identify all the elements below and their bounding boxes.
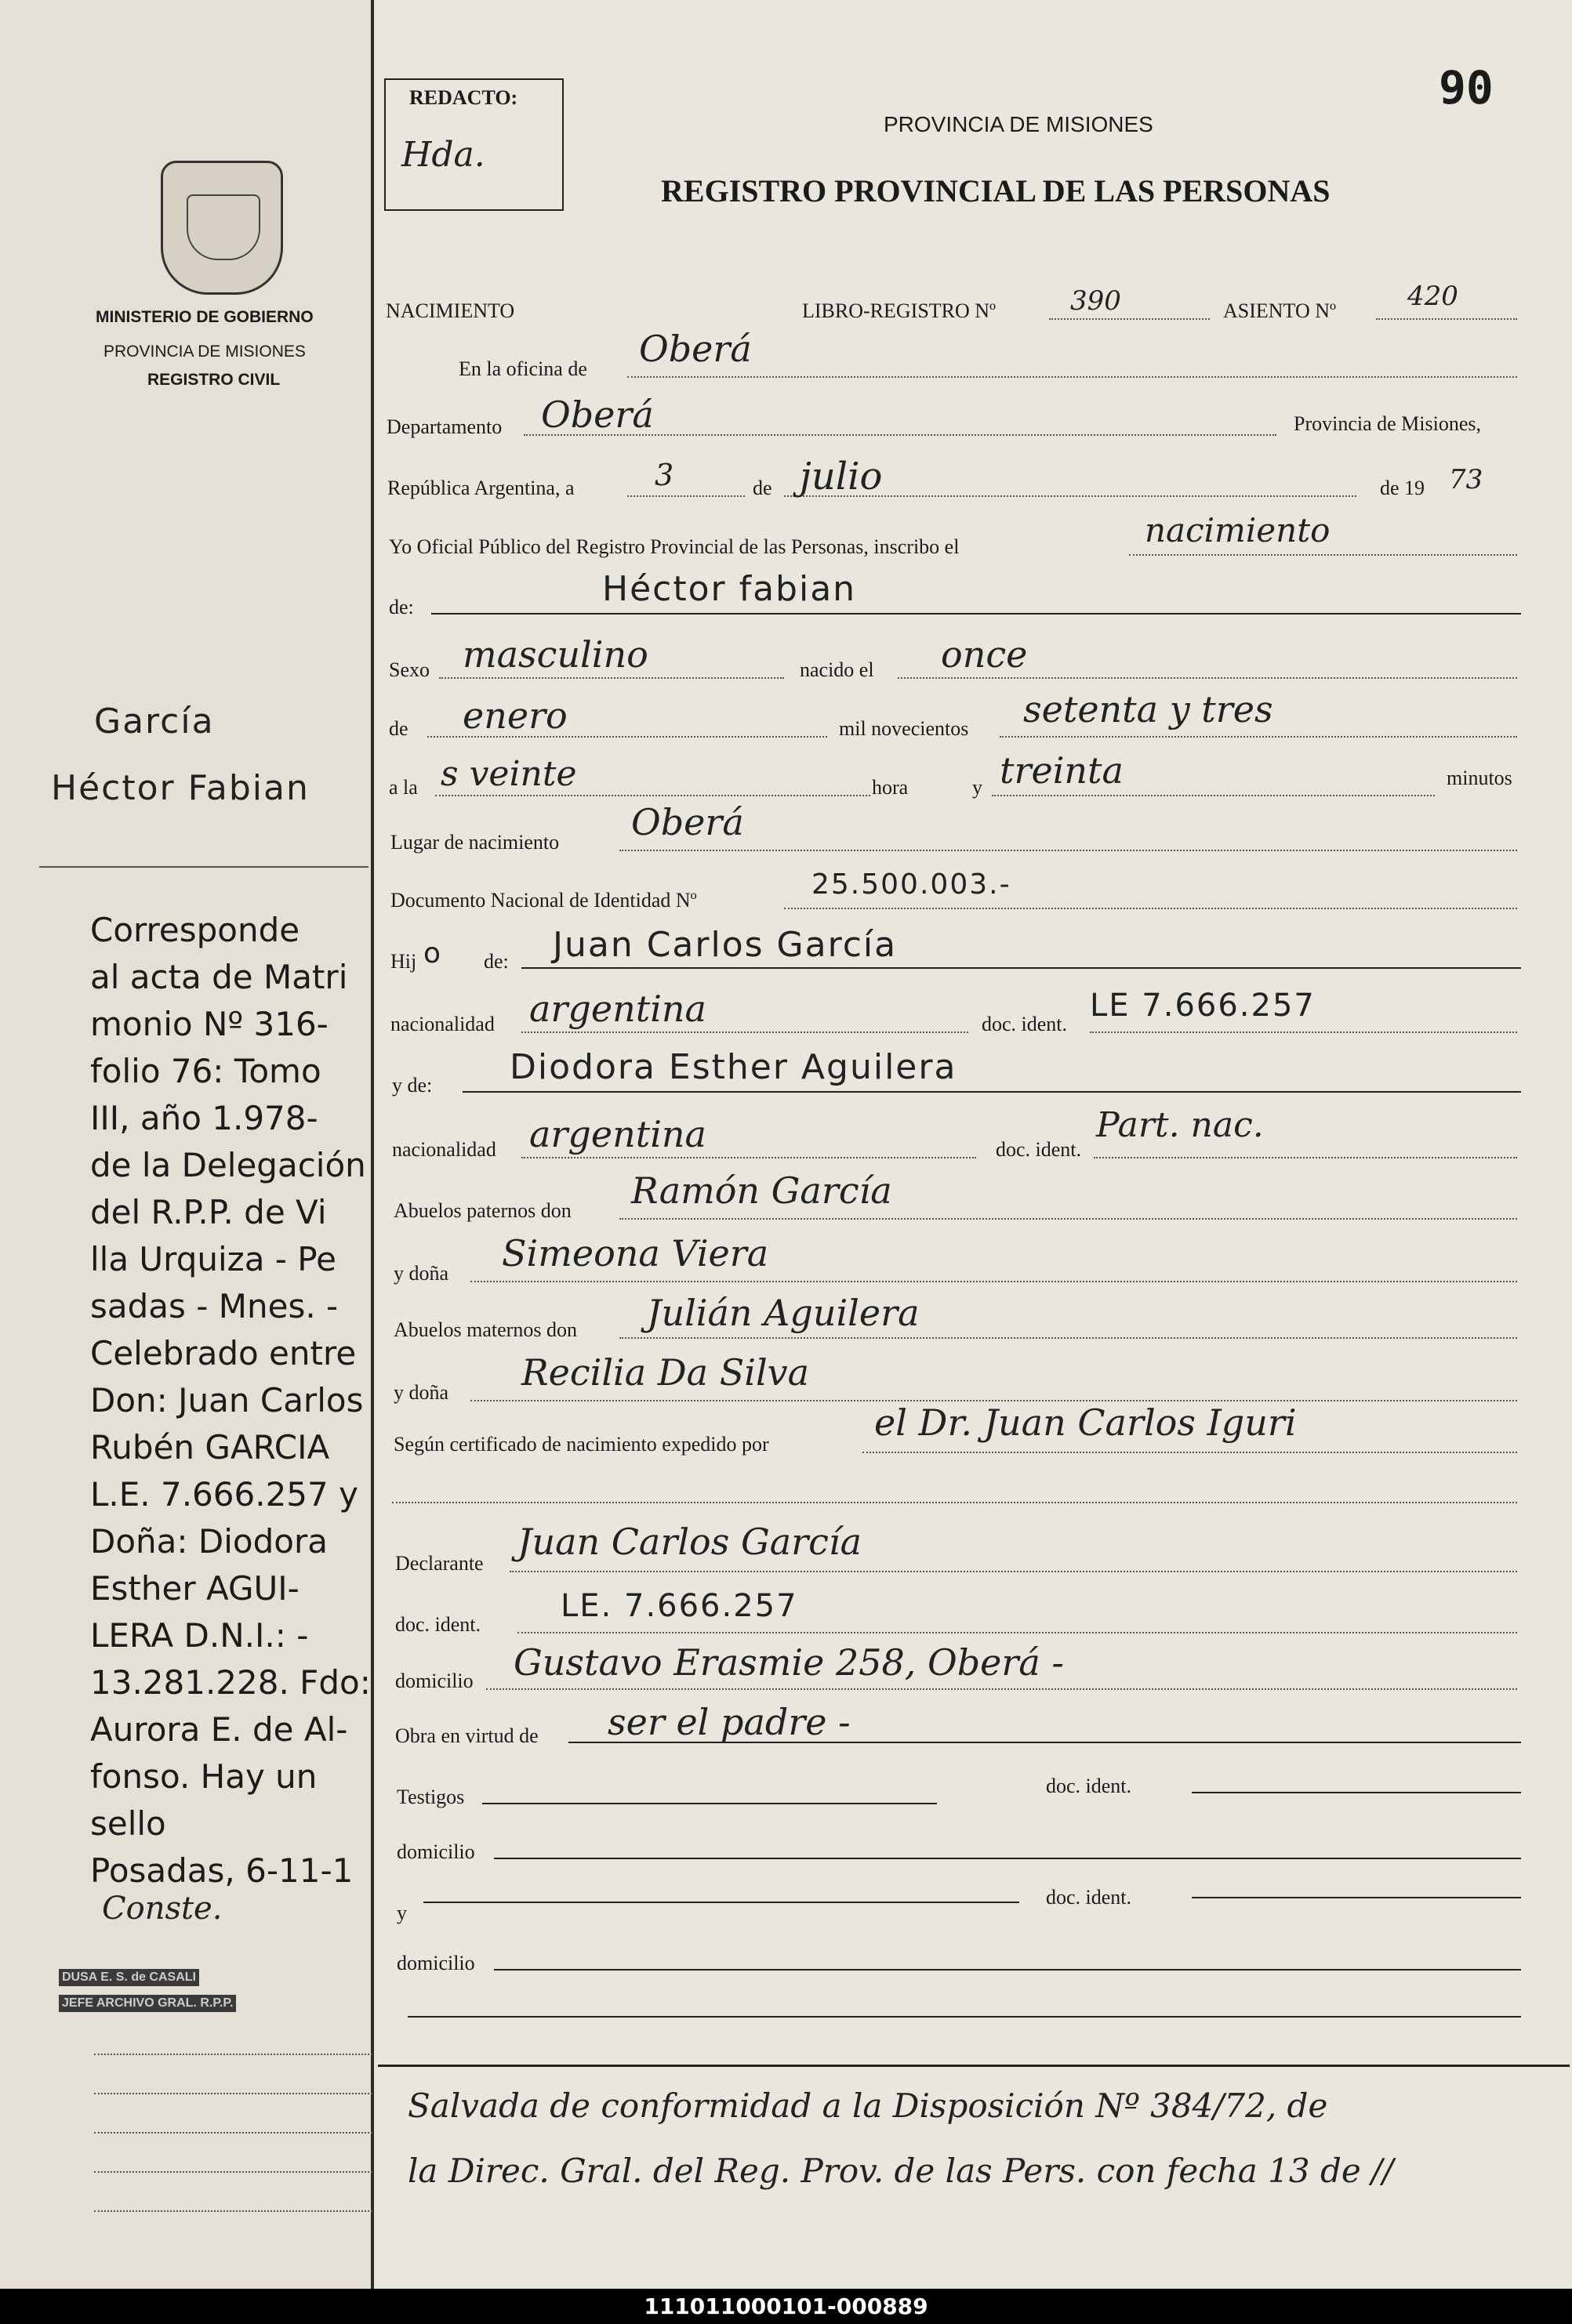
docid2-line [1094,1157,1517,1158]
ab-pat-dona-line [470,1281,1517,1282]
y-dona1-label: y doña [394,1262,449,1285]
nacido-value: once [941,633,1028,676]
yo-value: nacimiento [1145,511,1331,549]
domicilio2-label: domicilio [397,1840,475,1863]
mil-line [1000,736,1517,738]
marginal-line-3: monio Nº 316- [90,1005,329,1043]
de-label: de [753,477,772,499]
departamento-label: Departamento [387,415,503,438]
docid2-value: Part. nac. [1096,1105,1264,1145]
marginal-line-20: sello [90,1804,166,1843]
marginal-line-5: III, año 1.978- [90,1099,318,1137]
y-de-label: y de: [392,1074,433,1097]
y-dona2-label: y doña [394,1381,449,1404]
nac1-value: argentina [529,988,706,1030]
year-value: 73 [1449,464,1483,495]
marginal-line-2: al acta de Matri [90,958,348,996]
segun-value: el Dr. Juan Carlos Iguri [874,1401,1297,1444]
marginal-line-13: L.E. 7.666.257 y [90,1475,358,1514]
marginal-line-7: del R.P.P. de Vi [90,1193,327,1231]
sexo-line [439,677,784,679]
ab-mat-dona-value: Recilia Da Silva [521,1351,810,1394]
docid3-label: doc. ident. [395,1613,481,1636]
registry-heading: REGISTRO PROVINCIAL DE LAS PERSONAS [661,173,1331,208]
lugar-line [619,850,1517,851]
domicilio2-line [494,1858,1521,1859]
libro-value: 390 [1070,285,1121,317]
ab-mat-value: Julián Aguilera [647,1292,920,1334]
month-value: julio [800,455,883,499]
docid3-value: LE. 7.666.257 [561,1588,798,1624]
mother-value: Diodora Esther Aguilera [510,1047,957,1087]
de-month-label: de [389,717,408,740]
ab-pat-dona-value: Simeona Viera [502,1232,769,1274]
nac2-value: argentina [529,1113,706,1155]
redacto-label: REDACTO: [409,86,518,109]
docid4-line [1192,1792,1521,1793]
ab-pat-line [619,1218,1517,1220]
segun-label: Según certificado de nacimiento expedido por [394,1433,769,1456]
declarante-value: Juan Carlos García [517,1521,862,1563]
libro-label: LIBRO-REGISTRO Nº [802,299,997,322]
dni-value: 25.500.003.- [811,868,1011,901]
docid1-label: doc. ident. [982,1013,1068,1035]
docid2-label: doc. ident. [996,1138,1082,1161]
oficina-line [627,376,1517,378]
marginal-line-12: Rubén GARCIA [90,1428,330,1467]
asiento-line [1376,318,1517,320]
marginal-line-15: Esther AGUI- [90,1569,300,1608]
marginal-stamp-line1: DUSA E. S. de CASALI [59,1969,199,1986]
lugar-label: Lugar de nacimiento [390,831,560,854]
asiento-label: ASIENTO Nº [1223,299,1337,322]
ab-pat-label: Abuelos paternos don [394,1199,572,1222]
margin-dotted-3 [94,2132,372,2134]
margin-dotted-1 [94,2054,372,2055]
marginal-line-1: Corresponde [90,911,300,949]
marginal-line-11: Don: Juan Carlos [90,1381,364,1419]
birth-month-value: enero [463,694,568,737]
province-heading: PROVINCIA DE MISIONES [884,112,1153,136]
marginal-line-8: lla Urquiza - Pe [90,1240,336,1278]
testigos-label: Testigos [397,1786,465,1808]
lugar-value: Oberá [631,801,744,843]
libro-line [1049,318,1210,320]
name-line [431,613,1521,615]
y2-line [423,1902,1019,1903]
sidebar-surname: García [94,702,215,741]
testigos-line [482,1803,937,1804]
nac1-line [521,1031,968,1033]
mother-line [463,1091,1521,1093]
docid3-line [517,1632,1517,1633]
docid1-line [1090,1031,1517,1033]
sidebar-given-names: Héctor Fabian [51,768,310,808]
margin-dotted-5 [94,2210,372,2212]
declarante-label: Declarante [395,1552,484,1575]
domicilio3-line [494,1969,1521,1971]
de-name-label: de: [389,596,414,618]
nacido-line [898,677,1517,679]
nac2-label: nacionalidad [392,1138,496,1161]
ministry-line3: REGISTRO CIVIL [147,371,281,389]
domicilio3-label: domicilio [397,1952,475,1974]
oficina-value: Oberá [639,328,752,370]
hijo-de-label: de: [484,950,509,973]
docid4-label: doc. ident. [1046,1775,1132,1797]
a-la-label: a la [389,776,418,799]
blank-line [408,2016,1521,2018]
docid1-value: LE 7.666.257 [1090,988,1316,1024]
marginal-line-16: LERA D.N.I.: - [90,1616,309,1655]
margin-dotted-4 [94,2171,372,2173]
marginal-line-18: Aurora E. de Al- [90,1710,348,1749]
hour-line [435,795,870,796]
father-value: Juan Carlos García [553,925,898,965]
docid5-label: doc. ident. [1046,1886,1132,1909]
domicilio-line [486,1688,1517,1690]
minutes-line [992,795,1435,796]
obra-value: ser el padre - [608,1701,851,1743]
domicilio-value: Gustavo Erasmie 258, Oberá - [514,1641,1064,1684]
ab-mat-line [619,1337,1517,1339]
nac2-line [521,1157,976,1158]
marginal-line-10: Celebrado entre [90,1334,357,1372]
obra-label: Obra en virtud de [395,1724,539,1747]
sexo-label: Sexo [389,658,430,681]
mil-value: setenta y tres [1023,688,1273,731]
salvada-line2: la Direc. Gral. del Reg. Prov. de las Pers. con fecha 13 de // [408,2152,1394,2190]
section-label: NACIMIENTO [386,299,515,322]
republica-label: República Argentina, a [387,477,575,499]
ab-pat-value: Ramón García [631,1169,892,1212]
domicilio-label: domicilio [395,1670,474,1692]
departamento-value: Oberá [541,393,654,436]
salvada-line1: Salvada de conformidad a la Disposición Nº 384/72, de [408,2087,1328,2125]
segun-line-2 [392,1502,1517,1503]
mil-label: mil novecientos [839,717,969,740]
footer-code: 111011000101-000889 [0,2289,1572,2324]
coat-of-arms-seal [161,161,283,295]
father-line [521,967,1521,969]
y-label: y [972,776,982,799]
segun-line [862,1452,1517,1453]
yo-label: Yo Oficial Público del Registro Provincial de las Personas, inscribo el [389,535,960,558]
sidebar-rule-1 [39,866,368,868]
redacto-value: Hda. [401,135,485,175]
marginal-line-9: sadas - Mnes. - [90,1287,339,1325]
hour-value: s veinte [441,754,577,794]
provincia-label: Provincia de Misiones, [1294,412,1482,435]
day-line [627,495,745,497]
marginal-line-6: de la Delegación [90,1146,366,1184]
dni-label: Documento Nacional de Identidad Nº [390,889,697,912]
marginal-line-21: Posadas, 6-11-1 [90,1851,354,1890]
column-separator [371,0,374,2289]
marginal-line-17: 13.281.228. Fdo: [90,1663,371,1702]
marginal-line-4: folio 76: Tomo [90,1052,321,1090]
y2-label: y [397,1902,407,1924]
marginal-line-22: Conste. [102,1891,223,1927]
ministry-line2: PROVINCIA DE MISIONES [103,343,306,361]
marginal-stamp-line2: JEFE ARCHIVO GRAL. R.P.P. [59,1995,236,2012]
salvada-top-rule [378,2065,1570,2067]
docid5-line [1192,1897,1521,1898]
nacido-label: nacido el [800,658,874,681]
declarante-line [510,1571,1517,1572]
year-label: de 19 [1380,477,1425,499]
hora-label: hora [872,776,909,799]
minutes-value: treinta [1000,749,1124,792]
yo-line [1129,554,1517,556]
marginal-line-19: fonso. Hay un [90,1757,318,1796]
day-value: 3 [655,458,674,492]
name-value: Héctor fabian [602,569,857,609]
oficina-label: En la oficina de [459,357,587,380]
page-number: 90 [1439,61,1494,114]
asiento-value: 420 [1407,281,1458,312]
dni-line [784,908,1517,909]
sexo-value: masculino [463,633,648,676]
ministry-line1: MINISTERIO DE GOBIERNO [96,308,314,326]
minutos-label: minutos [1447,767,1512,789]
nac1-label: nacionalidad [390,1013,495,1035]
hijo-label: Hij [390,950,417,973]
marginal-line-14: Doña: Diodora [90,1522,328,1561]
redacto-box [384,78,564,211]
margin-dotted-2 [94,2093,372,2094]
ab-mat-label: Abuelos maternos don [394,1318,577,1341]
hijo-suffix: o [423,937,443,970]
